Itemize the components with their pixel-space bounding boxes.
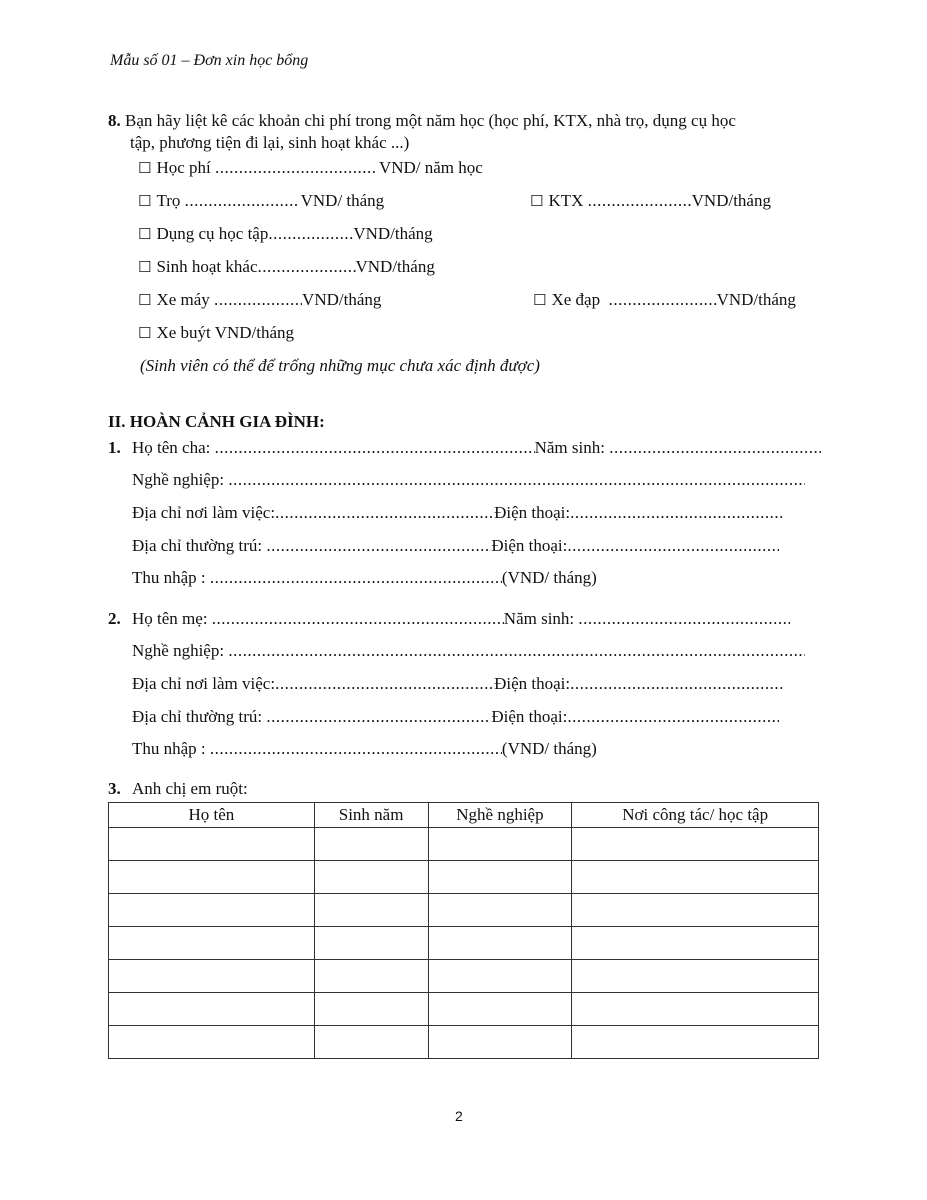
fill-field[interactable] — [214, 290, 302, 310]
mother-phone-field[interactable] — [570, 674, 782, 694]
table-row — [109, 993, 819, 1026]
father-income-field[interactable] — [210, 568, 502, 588]
item-xe-dap: ☐ Xe đạp ..... VND/tháng — [533, 290, 833, 312]
checkbox-icon[interactable]: ☐ — [138, 324, 152, 342]
table-cell[interactable] — [572, 993, 819, 1026]
table-cell[interactable] — [572, 927, 819, 960]
column-header: Họ tên — [109, 803, 315, 828]
table-cell[interactable] — [314, 960, 428, 993]
father-name-field[interactable] — [215, 438, 535, 458]
father-income-row: Thu nhập : ..... (VND/ tháng) — [108, 568, 818, 590]
father-work-field[interactable] — [275, 503, 494, 523]
table-row — [109, 828, 819, 861]
table-row — [109, 927, 819, 960]
table-cell[interactable] — [109, 894, 315, 927]
note: (Sinh viên có thể để trống những mục chưa xác định được) — [140, 356, 540, 375]
father-phone-field[interactable] — [570, 503, 782, 523]
checkbox-icon[interactable]: ☐ — [533, 291, 547, 309]
table-cell[interactable] — [572, 894, 819, 927]
checkbox-icon[interactable]: ☐ — [138, 159, 152, 177]
table-row — [109, 861, 819, 894]
table-cell[interactable] — [314, 861, 428, 894]
item-hoc-phi: ☐ Học phí ..... VND/ năm học — [138, 158, 848, 180]
table-cell[interactable] — [428, 960, 572, 993]
table-cell[interactable] — [109, 993, 315, 1026]
table-cell[interactable] — [109, 927, 315, 960]
mother-phone2-field[interactable] — [567, 707, 779, 727]
table-cell[interactable] — [109, 861, 315, 894]
mother-name-field[interactable] — [212, 609, 504, 629]
mother-work-row: Địa chỉ nơi làm việc:..... Điện thoại:..... — [108, 674, 818, 696]
question-8 — [108, 110, 828, 154]
mother-work-field[interactable] — [275, 674, 494, 694]
item-tro: ☐ Trọ ..... VND/ tháng — [138, 191, 848, 213]
item-xe-may: ☐ Xe máy ..... VND/tháng — [138, 290, 848, 312]
mother-birth-field[interactable] — [578, 609, 790, 629]
section-title: II. HOÀN CẢNH GIA ĐÌNH: — [108, 412, 325, 431]
mother-job-row: Nghề nghiệp: ..... — [108, 641, 818, 663]
table-cell[interactable] — [109, 1026, 315, 1059]
table-cell[interactable] — [109, 828, 315, 861]
table-cell[interactable] — [428, 993, 572, 1026]
father-birth-field[interactable] — [609, 438, 821, 458]
question-number: 8. — [108, 111, 121, 130]
fill-field[interactable] — [588, 191, 692, 211]
checkbox-icon[interactable]: ☐ — [138, 192, 152, 210]
table-cell[interactable] — [314, 828, 428, 861]
checkbox-icon[interactable]: ☐ — [530, 192, 544, 210]
father-home-field[interactable] — [266, 536, 491, 556]
item-xe-buyt: ☐ Xe buýt VND/tháng — [138, 323, 295, 342]
item-sinh-hoat: ☐ Sinh hoạt khác..... VND/tháng — [138, 257, 848, 279]
table-row — [109, 894, 819, 927]
fill-field[interactable] — [609, 290, 717, 310]
checkbox-icon[interactable]: ☐ — [138, 258, 152, 276]
father-job-field[interactable] — [228, 470, 805, 490]
table-cell[interactable] — [109, 960, 315, 993]
mother-home-row: Địa chỉ thường trú: ..... Điện thoại:..... — [108, 707, 818, 729]
item-ktx: ☐ KTX ..... VND/tháng — [530, 191, 830, 213]
table-cell[interactable] — [572, 1026, 819, 1059]
table-row — [109, 960, 819, 993]
form-header: Mẫu số 01 – Đơn xin học bổng — [110, 52, 309, 69]
table-cell[interactable] — [572, 861, 819, 894]
table-cell[interactable] — [428, 894, 572, 927]
table-header-row — [109, 803, 819, 828]
siblings-label-row: 3. Anh chị em ruột: — [108, 779, 248, 798]
fill-field[interactable] — [185, 191, 297, 211]
table-cell[interactable] — [428, 861, 572, 894]
checkbox-icon[interactable]: ☐ — [138, 291, 152, 309]
father-name-row: 1. Họ tên cha: ..... Năm sinh: ..... — [108, 438, 818, 460]
table-cell[interactable] — [314, 1026, 428, 1059]
father-phone2-field[interactable] — [567, 536, 779, 556]
table-row — [109, 1026, 819, 1059]
question-text-cont: tập, phương tiện đi lại, sinh hoạt khác ...) — [130, 133, 410, 152]
fill-field[interactable] — [268, 224, 353, 244]
mother-income-field[interactable] — [210, 739, 502, 759]
father-home-row: Địa chỉ thường trú: ..... Điện thoại:..... — [108, 536, 818, 558]
table-cell[interactable] — [314, 993, 428, 1026]
table-cell[interactable] — [428, 1026, 572, 1059]
mother-income-row: Thu nhập : ..... (VND/ tháng) — [108, 739, 818, 761]
table-cell[interactable] — [572, 828, 819, 861]
table-cell[interactable] — [428, 927, 572, 960]
father-job-row: Nghề nghiệp: ..... — [108, 470, 818, 492]
column-header: Nơi công tác/ học tập — [572, 803, 819, 828]
fill-field[interactable] — [258, 257, 356, 277]
mother-name-row: 2. Họ tên mẹ: ..... Năm sinh: ..... — [108, 609, 818, 631]
column-header: Nghề nghiệp — [428, 803, 572, 828]
page-number: 2 — [455, 1108, 463, 1124]
siblings-table — [108, 802, 819, 1059]
table-cell[interactable] — [314, 894, 428, 927]
question-text: Bạn hãy liệt kê các khoản chi phí trong một năm học (học phí, KTX, nhà trọ, dụng cụ học — [125, 111, 736, 130]
mother-job-field[interactable] — [228, 641, 805, 661]
table-cell[interactable] — [428, 828, 572, 861]
mother-home-field[interactable] — [266, 707, 491, 727]
table-cell[interactable] — [314, 927, 428, 960]
table-cell[interactable] — [572, 960, 819, 993]
column-header: Sinh năm — [314, 803, 428, 828]
checkbox-icon[interactable]: ☐ — [138, 225, 152, 243]
father-work-row: Địa chỉ nơi làm việc:..... Điện thoại:..... — [108, 503, 818, 525]
item-dung-cu: ☐ Dụng cụ học tập..... VND/tháng — [138, 224, 848, 246]
fill-field[interactable] — [215, 158, 375, 178]
